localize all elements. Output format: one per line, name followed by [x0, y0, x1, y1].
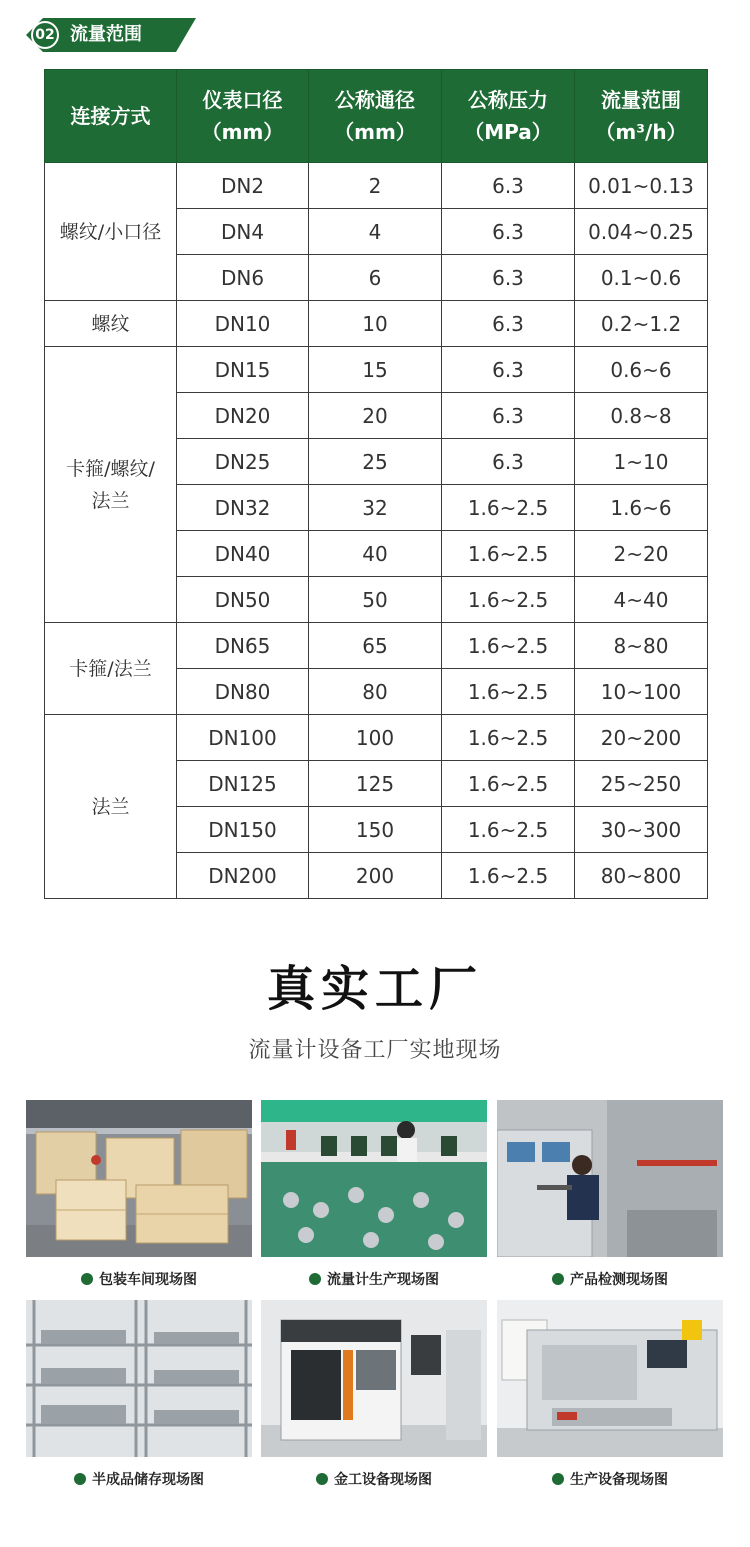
nominal-pressure-cell: 6.3	[442, 439, 575, 485]
nominal-diameter-cell: 100	[309, 715, 442, 761]
meter-caliber-cell: DN25	[177, 439, 309, 485]
header-flow-range: 流量范围 （m³/h）	[575, 70, 708, 163]
meter-caliber-cell: DN100	[177, 715, 309, 761]
nominal-pressure-cell: 1.6~2.5	[442, 715, 575, 761]
table-header-row	[45, 70, 708, 163]
nominal-pressure-cell: 6.3	[442, 393, 575, 439]
flow-range-cell: 25~250	[575, 761, 708, 807]
nominal-diameter-cell: 6	[309, 255, 442, 301]
bullet-dot-icon	[81, 1273, 93, 1285]
section-tag	[26, 18, 196, 52]
nominal-pressure-cell: 1.6~2.5	[442, 531, 575, 577]
nominal-diameter-cell: 200	[309, 853, 442, 899]
nominal-pressure-cell: 1.6~2.5	[442, 761, 575, 807]
testing-station-photo	[497, 1100, 723, 1257]
flow-range-cell: 80~800	[575, 853, 708, 899]
nominal-diameter-cell: 2	[309, 163, 442, 209]
photo-caption: 金工设备现场图	[261, 1470, 487, 1490]
nominal-diameter-cell: 125	[309, 761, 442, 807]
meter-caliber-cell: DN125	[177, 761, 309, 807]
connection-type-cell: 法兰	[45, 715, 177, 899]
nominal-diameter-cell: 25	[309, 439, 442, 485]
connection-type-cell: 螺纹/小口径	[45, 163, 177, 301]
header-nominal-diameter: 公称通径 （mm）	[309, 70, 442, 163]
table-row	[45, 623, 708, 669]
nominal-pressure-cell: 1.6~2.5	[442, 853, 575, 899]
nominal-diameter-cell: 40	[309, 531, 442, 577]
lathe-machine-photo	[497, 1300, 723, 1457]
meter-caliber-cell: DN2	[177, 163, 309, 209]
photo-caption: 生产设备现场图	[497, 1470, 723, 1490]
flow-range-cell: 10~100	[575, 669, 708, 715]
factory-subtitle: 流量计设备工厂实地现场	[248, 1038, 502, 1063]
photo-caption: 产品检测现场图	[497, 1270, 723, 1290]
nominal-pressure-cell: 6.3	[442, 163, 575, 209]
nominal-diameter-cell: 150	[309, 807, 442, 853]
nominal-pressure-cell: 1.6~2.5	[442, 577, 575, 623]
flow-range-cell: 0.04~0.25	[575, 209, 708, 255]
meter-caliber-cell: DN150	[177, 807, 309, 853]
photo-caption: 半成品储存现场图	[26, 1470, 252, 1490]
nominal-diameter-cell: 15	[309, 347, 442, 393]
meter-caliber-cell: DN20	[177, 393, 309, 439]
flow-range-cell: 2~20	[575, 531, 708, 577]
bullet-dot-icon	[316, 1473, 328, 1485]
header-meter-caliber: 仪表口径 （mm）	[177, 70, 309, 163]
nominal-pressure-cell: 6.3	[442, 209, 575, 255]
flow-range-cell: 0.6~6	[575, 347, 708, 393]
wooden-crates-photo	[26, 1100, 252, 1257]
nominal-pressure-cell: 6.3	[442, 255, 575, 301]
meter-caliber-cell: DN80	[177, 669, 309, 715]
flow-range-cell: 30~300	[575, 807, 708, 853]
nominal-diameter-cell: 65	[309, 623, 442, 669]
nominal-pressure-cell: 6.3	[442, 347, 575, 393]
nominal-diameter-cell: 20	[309, 393, 442, 439]
bullet-dot-icon	[309, 1273, 321, 1285]
storage-shelves-photo	[26, 1300, 252, 1457]
nominal-diameter-cell: 32	[309, 485, 442, 531]
flow-range-cell: 8~80	[575, 623, 708, 669]
table-row	[45, 163, 708, 209]
table-row	[45, 715, 708, 761]
meter-caliber-cell: DN10	[177, 301, 309, 347]
meter-caliber-cell: DN15	[177, 347, 309, 393]
nominal-diameter-cell: 80	[309, 669, 442, 715]
table-row	[45, 347, 708, 393]
flow-range-cell: 4~40	[575, 577, 708, 623]
factory-title: 真实工厂	[266, 961, 483, 1017]
flow-range-cell: 1~10	[575, 439, 708, 485]
meter-caliber-cell: DN6	[177, 255, 309, 301]
flow-range-cell: 1.6~6	[575, 485, 708, 531]
cnc-machine-photo	[261, 1300, 487, 1457]
meter-caliber-cell: DN4	[177, 209, 309, 255]
nominal-diameter-cell: 4	[309, 209, 442, 255]
nominal-pressure-cell: 1.6~2.5	[442, 807, 575, 853]
table-row	[45, 301, 708, 347]
section-title: 流量范围	[70, 24, 142, 45]
bullet-dot-icon	[552, 1473, 564, 1485]
bullet-dot-icon	[74, 1473, 86, 1485]
nominal-pressure-cell: 1.6~2.5	[442, 669, 575, 715]
photo-caption: 流量计生产现场图	[261, 1270, 487, 1290]
header-nominal-pressure: 公称压力 （MPa）	[442, 70, 575, 163]
meter-caliber-cell: DN50	[177, 577, 309, 623]
meter-caliber-cell: DN65	[177, 623, 309, 669]
flow-range-cell: 20~200	[575, 715, 708, 761]
meter-caliber-cell: DN200	[177, 853, 309, 899]
assembly-line-photo	[261, 1100, 487, 1257]
nominal-pressure-cell: 1.6~2.5	[442, 623, 575, 669]
photo-caption: 包装车间现场图	[26, 1270, 252, 1290]
flow-range-cell: 0.2~1.2	[575, 301, 708, 347]
nominal-diameter-cell: 50	[309, 577, 442, 623]
flow-range-cell: 0.8~8	[575, 393, 708, 439]
connection-type-cell: 卡箍/螺纹/ 法兰	[45, 347, 177, 623]
section-number: 02	[31, 21, 59, 49]
nominal-diameter-cell: 10	[309, 301, 442, 347]
meter-caliber-cell: DN40	[177, 531, 309, 577]
meter-caliber-cell: DN32	[177, 485, 309, 531]
flow-range-cell: 0.01~0.13	[575, 163, 708, 209]
nominal-pressure-cell: 1.6~2.5	[442, 485, 575, 531]
flow-range-cell: 0.1~0.6	[575, 255, 708, 301]
connection-type-cell: 螺纹	[45, 301, 177, 347]
nominal-pressure-cell: 6.3	[442, 301, 575, 347]
header-connection: 连接方式	[45, 70, 177, 163]
bullet-dot-icon	[552, 1273, 564, 1285]
flow-range-table	[44, 69, 708, 899]
connection-type-cell: 卡箍/法兰	[45, 623, 177, 715]
